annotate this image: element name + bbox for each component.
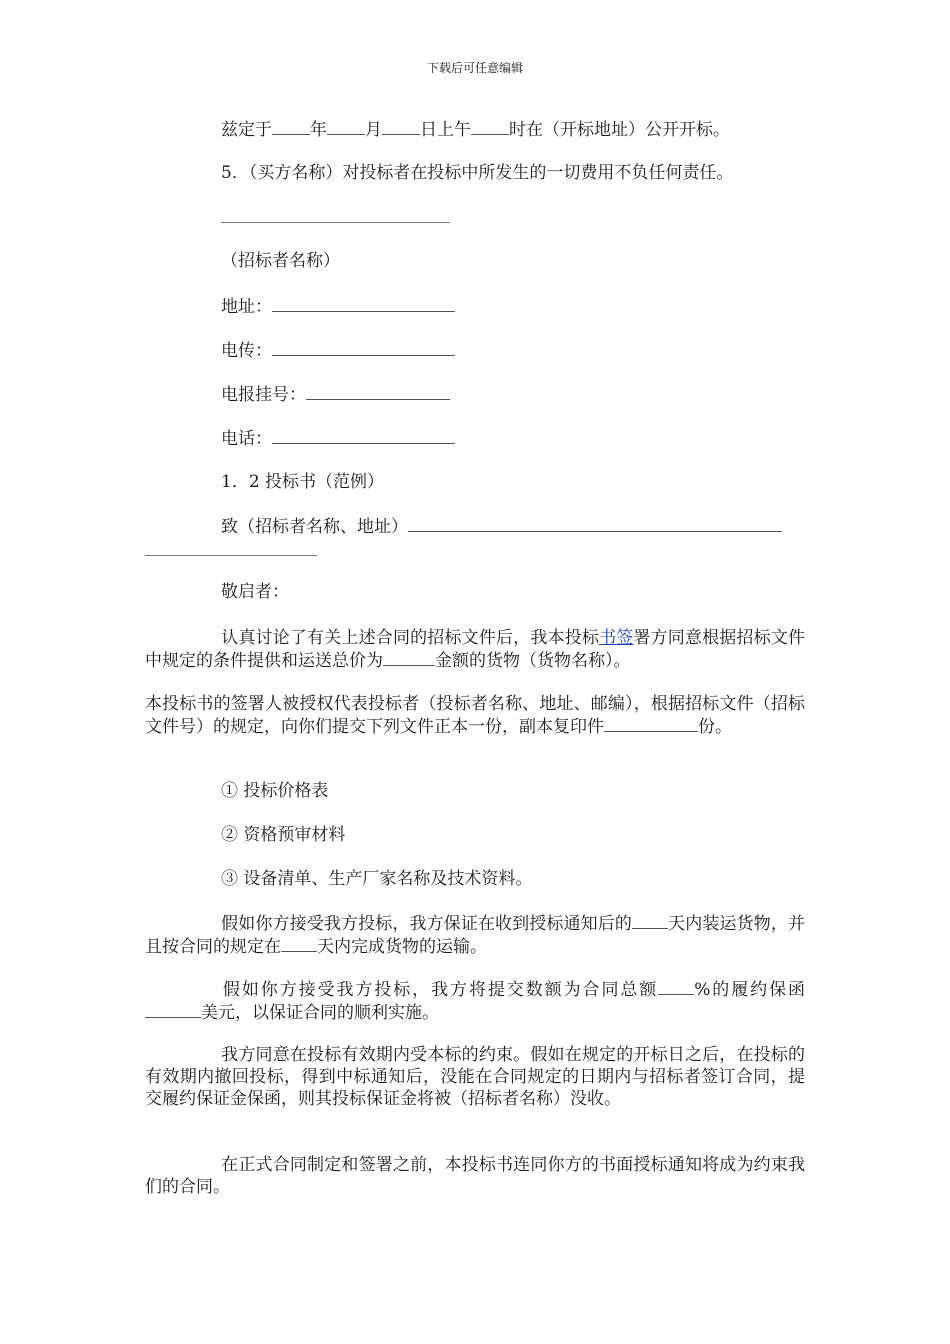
paragraph-3: 假如你方接受我方投标，我方保证在收到授标通知后的 天内装运货物，并且按合同的规定在 天内完成货物的运输。	[145, 914, 806, 957]
to-blank-continued	[145, 555, 317, 556]
paragraph-5: 我方同意在投标有效期内受本标的约束。假如在规定的开标日之后，在投标的有效期内撤回投标，得到中标通知后，没能在合同规定的日期内与招标者签订合同，提交履约保证金保函，则其投标保证金将被（招标者名称）没收。	[145, 1045, 805, 1109]
list-item-2: ② 资格预审材料	[221, 825, 346, 845]
transport-days-blank	[281, 935, 317, 952]
paragraph-1: 认真讨论了有关上述合同的招标文件后，我本投标书签署方同意根据招标文件中规定的条件提供和运送总价为 金额的货物（货物名称）。	[145, 628, 806, 671]
signature-rule	[221, 222, 450, 223]
fax-field	[221, 339, 455, 362]
to-label: 致（招标者名称、地址）	[221, 517, 408, 537]
copies-blank-2	[652, 715, 698, 732]
telegram-label: 电报挂号：	[221, 385, 306, 405]
year-blank	[272, 118, 310, 135]
date-text-3: 月	[365, 120, 382, 140]
phone-field	[221, 427, 455, 450]
opening-date-line	[221, 118, 730, 141]
date-text-2: 年	[310, 120, 327, 140]
address-field	[221, 295, 455, 318]
phone-label: 电话：	[221, 429, 272, 449]
shipping-days-blank	[632, 912, 668, 929]
section-title: 1．2 投标书（范例）	[221, 472, 385, 492]
fax-blank	[272, 339, 455, 356]
paragraph-2: 本投标书的签署人被授权代表投标者（投标者名称、地址、邮编），根据招标文件（招标文件号）的规定，向你们提交下列文件正本一份，副本复印件 份。	[145, 694, 805, 737]
copies-blank-1	[604, 715, 652, 732]
day-blank	[382, 118, 420, 135]
date-text-4: 日上午	[420, 120, 471, 140]
paragraph-6: 在正式合同制定和签署之前，本投标书连同你方的书面授标通知将成为约束我们的合同。	[145, 1155, 805, 1197]
list-item-3: ③ 设备清单、生产厂家名称及技术资料。	[221, 869, 533, 889]
org-name: （招标者名称）	[221, 251, 340, 271]
page-header: 下载后可任意编辑	[426, 61, 523, 75]
salutation: 敬启者：	[221, 582, 289, 602]
list-item-1: ① 投标价格表	[221, 781, 329, 801]
phone-blank	[272, 427, 455, 444]
telegram-field	[221, 383, 450, 406]
telegram-blank	[306, 383, 450, 400]
total-price-blank	[383, 649, 435, 666]
percent-blank	[658, 978, 694, 995]
address-blank	[272, 295, 455, 312]
paragraph-4: 假如你方接受我方投标，我方将提交数额为合同总额 %的履约保函美元，以保证合同的顺利实施。	[145, 978, 805, 1024]
to-blank	[408, 515, 782, 532]
hour-blank	[471, 118, 509, 135]
guarantee-amount-blank	[145, 1001, 201, 1018]
address-label: 地址：	[221, 297, 272, 317]
to-line	[221, 515, 782, 538]
bookmark-link[interactable]: 书签	[599, 628, 634, 648]
item-5: 5．（买方名称）对投标者在投标中所发生的一切费用不负任何责任。	[221, 163, 734, 183]
date-text-5: 时在（开标地址）公开开标。	[509, 120, 730, 140]
fax-label: 电传：	[221, 341, 272, 361]
date-text-1: 兹定于	[221, 120, 272, 140]
month-blank	[327, 118, 365, 135]
